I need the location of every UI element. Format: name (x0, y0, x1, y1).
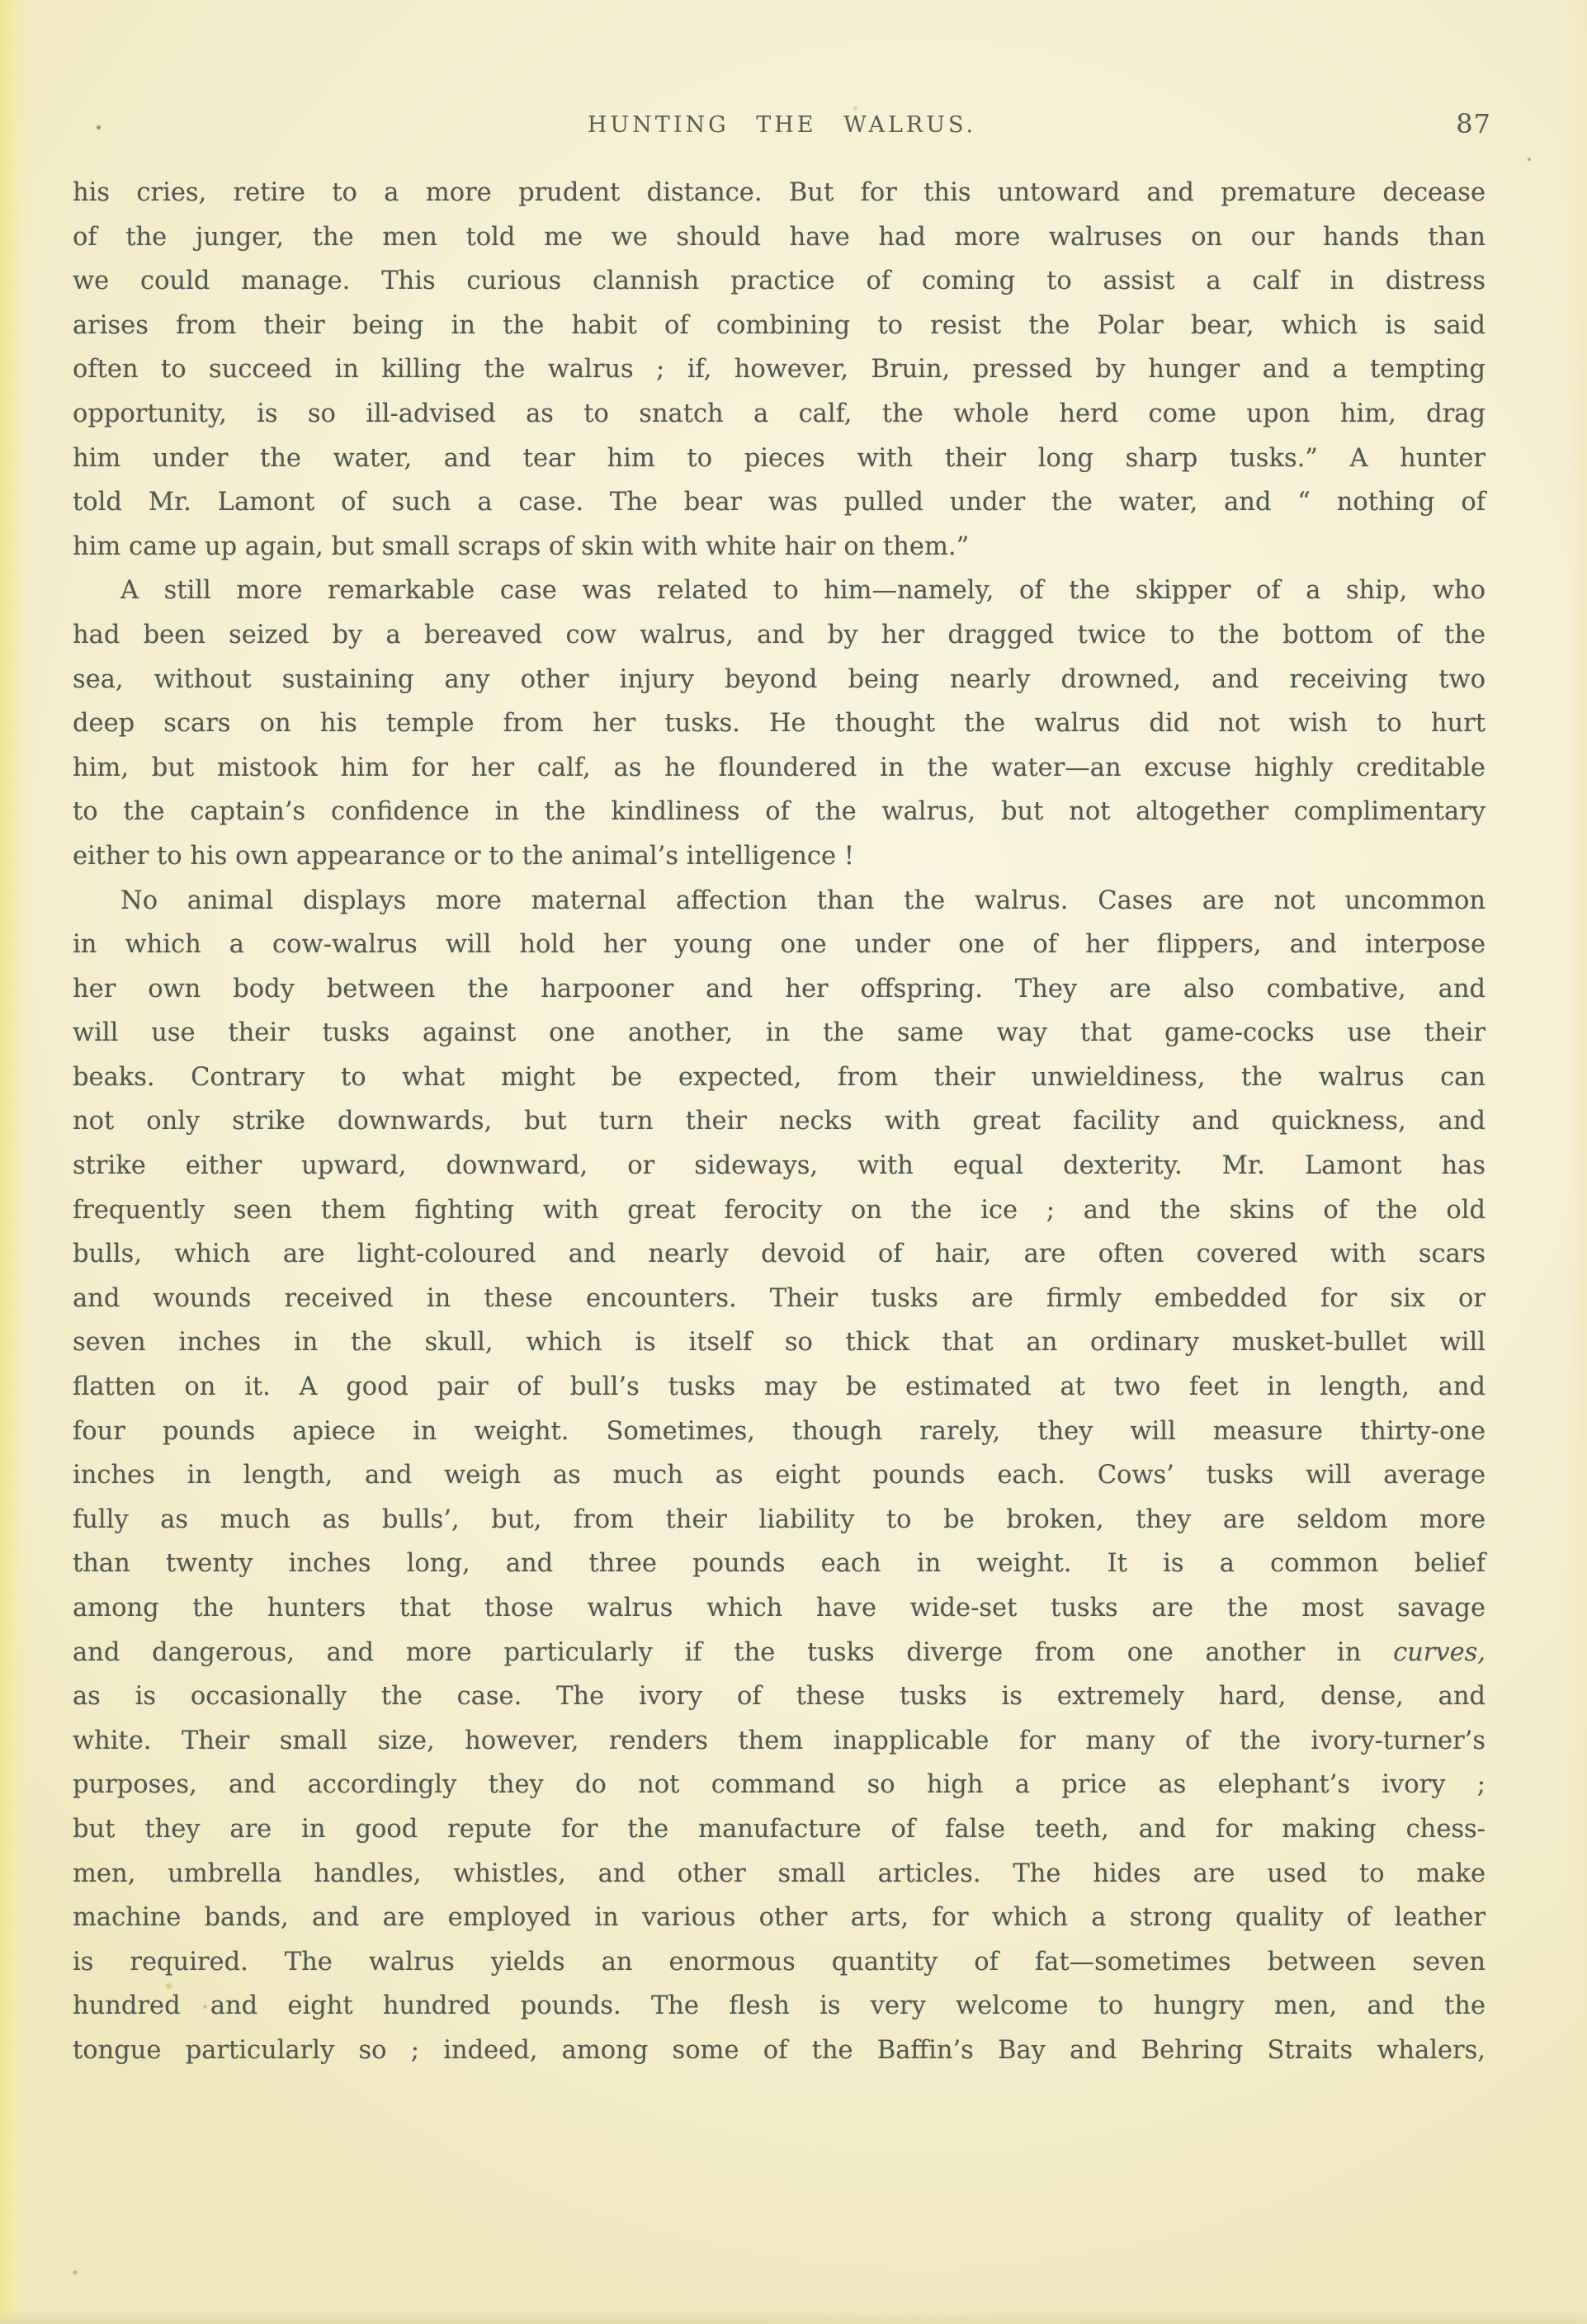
text-line (73, 347, 1485, 392)
text-segment: opportunity, is so ill-advised as to snatch a calf, the whole herd come upon him, drag (73, 399, 1485, 428)
text-line (73, 1232, 1485, 1277)
text-segment: not only strike downwards, but turn their necks with great facility and quickness, and (73, 1107, 1485, 1136)
text-line (73, 1542, 1485, 1586)
text-segment: his cries, retire to a more prudent distance. But for this untoward and premature decease (73, 178, 1485, 207)
text-line (73, 613, 1485, 658)
text-segment: him, but mistook him for her calf, as he floundered in the water—an excuse highly creditable (73, 753, 1485, 782)
text-line (73, 1631, 1485, 1675)
text-segment: than twenty inches long, and three pounds each in weight. It is a common belief (73, 1549, 1485, 1579)
text-segment: is required. The walrus yields an enormous quantity of fat—sometimes between seven (73, 1947, 1485, 1977)
text-segment: frequently seen them fighting with great ferocity on the ice ; and the skins of the old (73, 1195, 1485, 1225)
text-segment: but they are in good repute for the manufacture of false teeth, and for making chess- (73, 1814, 1485, 1844)
paper-speck (1528, 158, 1531, 161)
text-line (73, 1011, 1485, 1056)
text-segment: flatten on it. A good pair of bull’s tusks may be estimated at two feet in length, and (73, 1372, 1485, 1402)
page-header (73, 109, 1491, 142)
text-segment: and wounds received in these encounters. Their tusks are firmly embedded for six or (73, 1283, 1485, 1313)
text-segment: will use their tusks against one another, in the same way that game-cocks use their (73, 1018, 1485, 1048)
text-segment: him under the water, and tear him to pieces with their long sharp tusks.” A hunter (73, 443, 1485, 473)
text-segment: her own body between the harpooner and her offspring. They are also combative, and (73, 974, 1485, 1004)
text-line (73, 392, 1485, 437)
text-line (73, 569, 1485, 613)
text-segment: as is occasionally the case. The ivory of these tusks is extremely hard, dense, and (73, 1682, 1485, 1712)
text-segment: strike either upward, downward, or sideways, with equal dexterity. Mr. Lamont has (73, 1151, 1485, 1181)
text-segment: tongue particularly so ; indeed, among some of the Baffin’s Bay and Behring Straits whalers, (73, 2035, 1485, 2065)
paper-speck (853, 106, 857, 111)
text-line (73, 1675, 1485, 1719)
text-line (73, 1940, 1485, 1985)
text-line (73, 1056, 1485, 1100)
text-segment: often to succeed in killing the walrus ; if, however, Bruin, pressed by hunger and a tempting (73, 355, 1485, 385)
text-line (73, 1277, 1485, 1321)
text-line (73, 1852, 1485, 1897)
text-line (73, 304, 1485, 348)
text-segment: either to his own appearance or to the animal’s intelligence ! (73, 841, 854, 871)
text-line (73, 1807, 1485, 1852)
text-line (73, 658, 1485, 702)
text-line (73, 1365, 1485, 1410)
paper-speck (203, 2005, 207, 2009)
text-segment: to the captain’s confidence in the kindliness of the walrus, but not altogether complimentary (73, 797, 1485, 827)
text-segment: inches in length, and weigh as much as eight pounds each. Cows’ tusks will average (73, 1461, 1485, 1490)
text-line (73, 1453, 1485, 1498)
text-segment: beaks. Contrary to what might be expected, from their unwieldiness, the walrus can (73, 1062, 1485, 1092)
text-segment: seven inches in the skull, which is itself so thick that an ordinary musket-bullet will (73, 1328, 1485, 1358)
text-line (73, 746, 1485, 791)
text-line (73, 1320, 1485, 1365)
text-segment: had been seized by a bereaved cow walrus, and by her dragged twice to the bottom of the (73, 620, 1485, 649)
text-line (73, 967, 1485, 1012)
text-line (73, 1410, 1485, 1454)
text-line (73, 1498, 1485, 1542)
paper-speck (97, 125, 101, 130)
page-right-edge-shading (1566, 0, 1587, 2324)
text-line (73, 1099, 1485, 1144)
text-segment: arises from their being in the habit of combining to resist the Polar bear, which is said (73, 310, 1485, 340)
text-segment: men, umbrella handles, whistles, and other small articles. The hides are used to make (73, 1859, 1485, 1888)
text-segment: hundred and eight hundred pounds. The flesh is very welcome to hungry men, and the (73, 1991, 1485, 2021)
book-gutter-edge (0, 0, 33, 2324)
page-bottom-edge-shading (0, 2311, 1587, 2324)
text-line (73, 1586, 1485, 1631)
text-line (73, 923, 1485, 967)
text-segment: and dangerous, and more particularly if the tusks diverge from one another in (73, 1637, 1394, 1667)
text-line (73, 1984, 1485, 2029)
italic-text: curves, (1393, 1637, 1485, 1667)
text-line (73, 437, 1485, 481)
text-segment: white. Their small size, however, renders them inapplicable for many of the ivory-turner’s (73, 1726, 1485, 1755)
page-body (73, 171, 1485, 2073)
text-segment: we could manage. This curious clannish practice of coming to assist a calf in distress (73, 267, 1485, 296)
text-line (73, 215, 1485, 260)
text-line (73, 1763, 1485, 1807)
page-number: 87 (1456, 108, 1491, 139)
text-segment: No animal displays more maternal affection than the walrus. Cases are not uncommon (120, 886, 1485, 915)
paper-speck (73, 2270, 78, 2274)
text-segment: deep scars on his temple from her tusks. He thought the walrus did not wish to hurt (73, 709, 1485, 739)
text-segment: machine bands, and are employed in various other arts, for which a strong quality of leather (73, 1903, 1485, 1933)
text-line (73, 1144, 1485, 1188)
text-line (73, 259, 1485, 304)
text-segment: among the hunters that those walrus which have wide-set tusks are the most savage (73, 1594, 1485, 1623)
running-title: HUNTING THE WALRUS. (587, 112, 977, 138)
text-line (73, 1719, 1485, 1764)
text-line (73, 701, 1485, 746)
paper-speck (166, 1983, 172, 1989)
text-segment: four pounds apiece in weight. Sometimes, though rarely, they will measure thirty-one (73, 1416, 1485, 1446)
text-segment: fully as much as bulls’, but, from their liability to be broken, they are seldom more (73, 1504, 1485, 1534)
text-line (73, 879, 1485, 923)
text-line (73, 1188, 1485, 1233)
text-line (73, 171, 1485, 215)
text-line (73, 525, 1485, 569)
text-segment: told Mr. Lamont of such a case. The bear was pulled under the water, and “ nothing of (73, 488, 1485, 517)
text-segment: in which a cow-walrus will hold her young one under one of her flippers, and interpose (73, 930, 1485, 960)
text-line (73, 790, 1485, 834)
text-line (73, 834, 1485, 879)
text-segment: of the junger, the men told me we should have had more walruses on our hands than (73, 222, 1485, 252)
text-line (73, 2029, 1485, 2073)
text-line (73, 480, 1485, 525)
text-line (73, 1896, 1485, 1940)
text-segment: purposes, and accordingly they do not command so high a price as elephant’s ivory ; (73, 1770, 1485, 1800)
text-segment: him came up again, but small scraps of skin with white hair on them.” (73, 531, 970, 561)
text-segment: sea, without sustaining any other injury beyond being nearly drowned, and receiving two (73, 664, 1485, 694)
text-segment: bulls, which are light-coloured and nearly devoid of hair, are often covered with scars (73, 1240, 1485, 1269)
text-segment: A still more remarkable case was related to him—namely, of the skipper of a ship, who (120, 576, 1485, 606)
